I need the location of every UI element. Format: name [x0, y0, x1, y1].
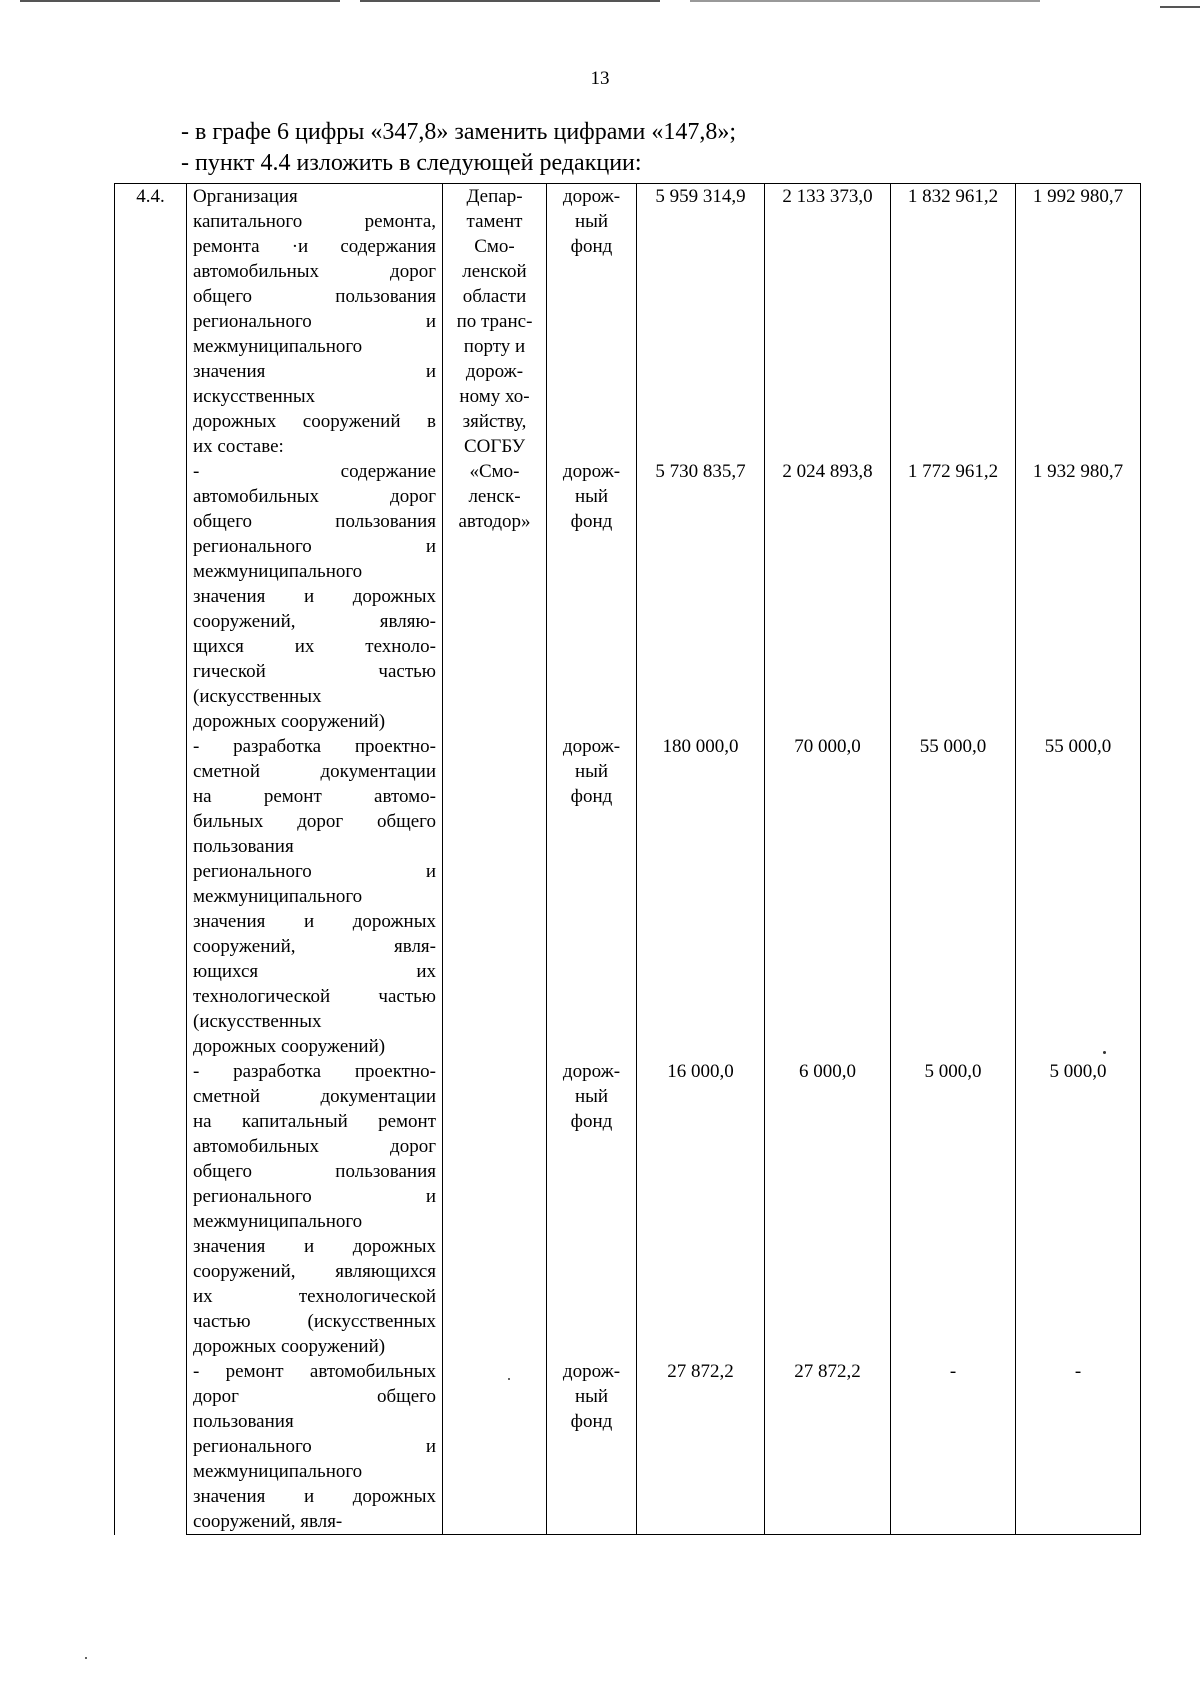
- executor-line: дорож-: [465, 361, 524, 382]
- amendment-line-1: - в графе 6 цифры «347,8» заменить цифрами «147,8»;: [181, 119, 737, 145]
- amount-col-2: 2 024 893,8: [765, 459, 891, 734]
- source-line: ный: [574, 486, 609, 507]
- scan-edge-line: [690, 0, 1040, 2]
- activity-name: [187, 1059, 443, 1359]
- name-line: сметной документации: [193, 761, 436, 782]
- executor-line: автодор»: [458, 511, 531, 532]
- amount-col-4: 55 000,0: [1016, 734, 1141, 1059]
- name-line: щихся их техноло-: [193, 636, 436, 657]
- name-line: регионального и: [193, 536, 436, 557]
- executor-line: ленск-: [468, 486, 521, 507]
- name-line: сооружений, являющихся: [193, 1261, 436, 1282]
- name-line: (искусственных: [193, 686, 322, 707]
- name-line: на капитальный ремонт: [193, 1111, 436, 1132]
- executor-line: ленской: [462, 261, 527, 282]
- funding-source: [547, 734, 637, 1059]
- activity-name: [187, 1359, 443, 1535]
- table-row: [115, 459, 1141, 734]
- name-line: автомобильных дорог: [193, 1136, 436, 1157]
- name-line: - ремонт автомобильных: [193, 1361, 436, 1382]
- scan-speck: [1103, 1051, 1106, 1054]
- name-line: межмуниципального: [193, 1211, 363, 1232]
- table-row: [115, 1359, 1141, 1535]
- funding-source: [547, 184, 637, 460]
- amount-col-4: -: [1016, 1359, 1141, 1535]
- executor-empty: [443, 734, 547, 1059]
- executor: [443, 184, 547, 735]
- executor-empty: [443, 1359, 547, 1535]
- name-line: сооружений, явля-: [193, 936, 436, 957]
- source-line: фонд: [570, 511, 613, 532]
- name-line: общего пользования: [193, 511, 436, 532]
- amount-col-3: 5 000,0: [891, 1059, 1016, 1359]
- name-line: дорожных сооружений): [193, 1036, 386, 1057]
- activity-name: [187, 734, 443, 1059]
- page-number: 13: [590, 68, 610, 89]
- name-line: регионального и: [193, 861, 436, 882]
- name-line: (искусственных: [193, 1011, 322, 1032]
- source-line: фонд: [570, 236, 613, 257]
- executor-line: по транс-: [456, 311, 533, 332]
- amount-col-2: 27 872,2: [765, 1359, 891, 1535]
- amount-col-2: 6 000,0: [765, 1059, 891, 1359]
- program-table: [114, 183, 1141, 1535]
- scan-speck: [85, 1657, 87, 1659]
- executor-line: «Смо-: [469, 461, 520, 482]
- name-line: регионального и: [193, 311, 436, 332]
- name-line: общего пользования: [193, 286, 436, 307]
- name-line: капитального ремонта,: [193, 211, 436, 232]
- scan-speck: [508, 1378, 510, 1380]
- name-line: технологической частью: [193, 986, 436, 1007]
- name-line: дорожных сооружений в: [193, 411, 436, 432]
- name-line: - разработка проектно-: [193, 1061, 436, 1082]
- amount-col-1: 5 959 314,9: [637, 184, 765, 460]
- name-line: значения и дорожных: [193, 586, 436, 607]
- name-line: сметной документации: [193, 1086, 436, 1107]
- source-line: ный: [574, 761, 609, 782]
- amount-col-1: 5 730 835,7: [637, 459, 765, 734]
- name-line: дорог общего: [193, 1386, 436, 1407]
- source-line: фонд: [570, 1411, 613, 1432]
- amount-col-4: 1 932 980,7: [1016, 459, 1141, 734]
- executor-line: порту и: [463, 336, 526, 357]
- name-line: значения и дорожных: [193, 911, 436, 932]
- table-row: [115, 184, 1141, 460]
- name-line: гической частью: [193, 661, 436, 682]
- name-line: частью (искусственных: [193, 1311, 436, 1332]
- source-line: дорож-: [562, 1361, 621, 1382]
- amount-col-4: 5 000,0: [1016, 1059, 1141, 1359]
- name-line: межмуниципального: [193, 561, 363, 582]
- name-line: бильных дорог общего: [193, 811, 436, 832]
- name-line: значения и дорожных: [193, 1236, 436, 1257]
- executor-empty: [443, 1059, 547, 1359]
- funding-source: [547, 1059, 637, 1359]
- amount-col-2: 70 000,0: [765, 734, 891, 1059]
- amount-col-3: 1 772 961,2: [891, 459, 1016, 734]
- funding-source: [547, 1359, 637, 1535]
- funding-source: [547, 459, 637, 734]
- name-line: - разработка проектно-: [193, 736, 436, 757]
- scan-edge-line: [360, 0, 660, 2]
- name-line: регионального и: [193, 1186, 436, 1207]
- name-line: общего пользования: [193, 1161, 436, 1182]
- name-line: искусственных: [193, 386, 316, 407]
- executor-line: СОГБУ: [463, 436, 526, 457]
- name-line: на ремонт автомо-: [193, 786, 436, 807]
- amount-col-2: 2 133 373,0: [765, 184, 891, 460]
- name-line: пользования: [193, 836, 294, 857]
- amount-col-3: 1 832 961,2: [891, 184, 1016, 460]
- name-line: пользования: [193, 1411, 294, 1432]
- source-line: дорож-: [562, 1061, 621, 1082]
- amendment-line-2: - пункт 4.4 изложить в следующей редакции:: [181, 150, 642, 176]
- amount-col-3: 55 000,0: [891, 734, 1016, 1059]
- table-row: [115, 734, 1141, 1059]
- activity-name: [187, 184, 443, 460]
- name-line: ремонта ·и содержания: [193, 236, 436, 257]
- name-line: регионального и: [193, 1436, 436, 1457]
- table-row: [115, 1059, 1141, 1359]
- executor-line: Депар-: [466, 186, 523, 207]
- name-line: дорожных сооружений): [193, 711, 386, 732]
- name-line: автомобильных дорог: [193, 261, 436, 282]
- source-line: ный: [574, 1386, 609, 1407]
- source-line: дорож-: [562, 186, 621, 207]
- amount-col-1: 180 000,0: [637, 734, 765, 1059]
- executor-line: тамент: [466, 211, 523, 232]
- executor-line: ному хо-: [459, 386, 530, 407]
- activity-name: [187, 459, 443, 734]
- amount-col-1: 16 000,0: [637, 1059, 765, 1359]
- amount-col-3: -: [891, 1359, 1016, 1535]
- scan-edge-line: [1160, 6, 1200, 8]
- name-line: межмуниципального: [193, 1461, 363, 1482]
- amount-col-4: 1 992 980,7: [1016, 184, 1141, 460]
- name-line: - содержание: [193, 461, 436, 482]
- source-line: дорож-: [562, 736, 621, 757]
- name-line: значения и дорожных: [193, 1486, 436, 1507]
- source-line: дорож-: [562, 461, 621, 482]
- name-line: сооружений, являю-: [193, 611, 436, 632]
- item-number: 4.4.: [115, 184, 187, 1535]
- name-line: их составе:: [193, 436, 284, 457]
- name-line: автомобильных дорог: [193, 486, 436, 507]
- executor-line: области: [462, 286, 527, 307]
- name-line: сооружений, явля-: [193, 1511, 343, 1532]
- source-line: фонд: [570, 1111, 613, 1132]
- name-line: значения и: [193, 361, 436, 382]
- name-line: Организация: [193, 186, 298, 207]
- name-line: дорожных сооружений): [193, 1336, 386, 1357]
- name-line: их технологической: [193, 1286, 436, 1307]
- name-line: межмуниципального: [193, 886, 363, 907]
- executor-line: Смо-: [474, 236, 515, 257]
- source-line: ный: [574, 211, 609, 232]
- scan-edge-line: [20, 0, 340, 2]
- source-line: ный: [574, 1086, 609, 1107]
- name-line: межмуниципального: [193, 336, 363, 357]
- executor-line: зяйству,: [462, 411, 527, 432]
- amount-col-1: 27 872,2: [637, 1359, 765, 1535]
- name-line: ющихся их: [193, 961, 436, 982]
- source-line: фонд: [570, 786, 613, 807]
